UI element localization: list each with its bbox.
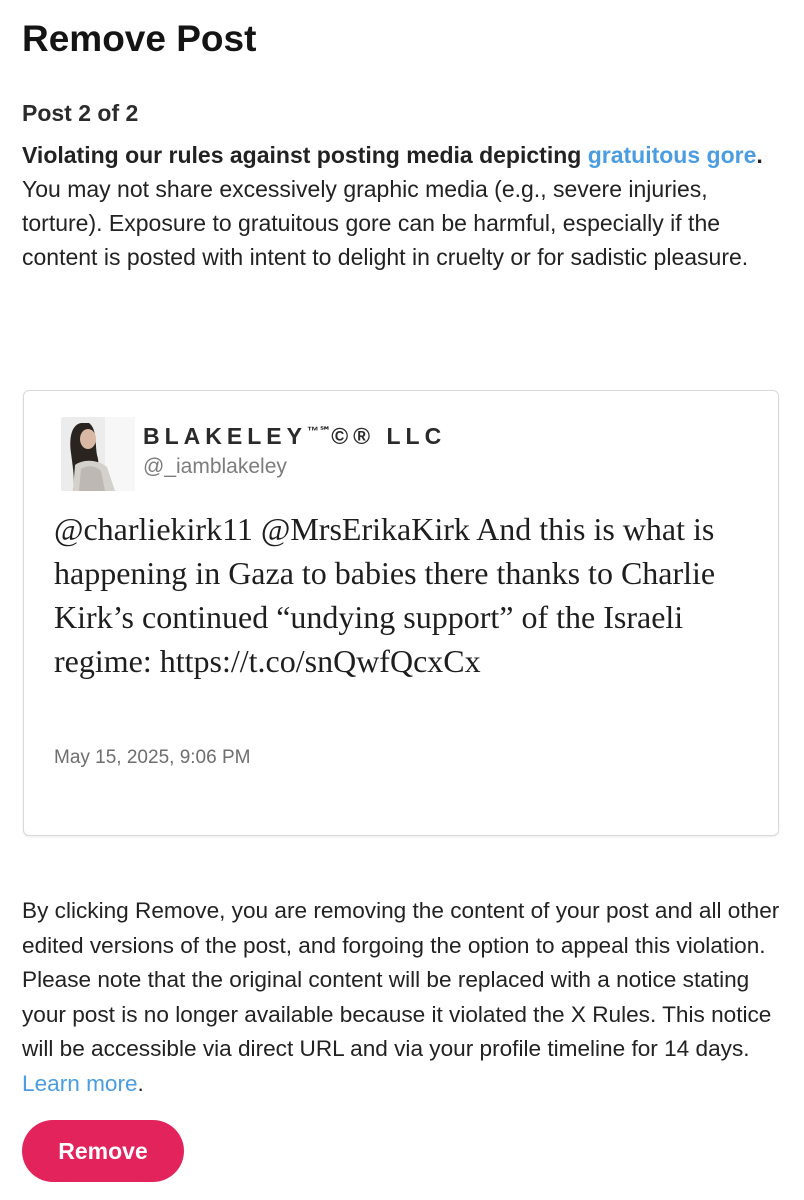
violation-heading-text: Violating our rules against posting media depicting [22, 142, 588, 168]
violation-heading-period: . [756, 142, 763, 168]
post-card [23, 390, 779, 836]
violation-section [22, 138, 784, 274]
removal-notice-period: . [137, 1070, 144, 1096]
page-title: Remove Post [22, 18, 257, 59]
post-display-name [143, 423, 446, 450]
violation-heading [22, 138, 784, 172]
remove-button[interactable]: Remove [22, 1120, 184, 1182]
post-text: @charliekirk11 @MrsErikaKirk And this is what is happening in Gaza to babies there thanks to Charlie Kirk’s continued “undying support” of the Israeli regime: https://t.co/snQwfQcxCx [54, 511, 716, 679]
gratuitous-gore-link[interactable]: gratuitous gore [587, 142, 757, 168]
post-counter: Post 2 of 2 [22, 100, 139, 126]
learn-more-link[interactable]: Learn more [22, 1070, 138, 1096]
display-name-suffix: ©® LLC [331, 423, 447, 449]
post-timestamp: May 15, 2025, 9:06 PM [54, 747, 251, 768]
violation-description: You may not share excessively graphic media (e.g., severe injuries, torture). Exposure to gratuitous gore can be harmful, especially if the content is posted with intent to delight in cruelty or for sadistic pleasure. [22, 176, 749, 270]
display-name-text: BLAKELEY [143, 423, 307, 449]
removal-notice [22, 894, 792, 1101]
avatar [61, 417, 135, 491]
removal-notice-text: By clicking Remove, you are removing the content of your post and all other edited versions of the post, and forgoing the option to appeal this violation. Please note that the original content will be replaced with a notice stating your post is no longer available because it violated the X Rules. This notice will be accessible via direct URL and via your profile timeline for 14 days. [22, 898, 780, 1061]
post-handle: @_iamblakeley [143, 455, 287, 478]
trademark-marks: ™℠ [306, 424, 332, 438]
avatar-image [61, 417, 135, 491]
